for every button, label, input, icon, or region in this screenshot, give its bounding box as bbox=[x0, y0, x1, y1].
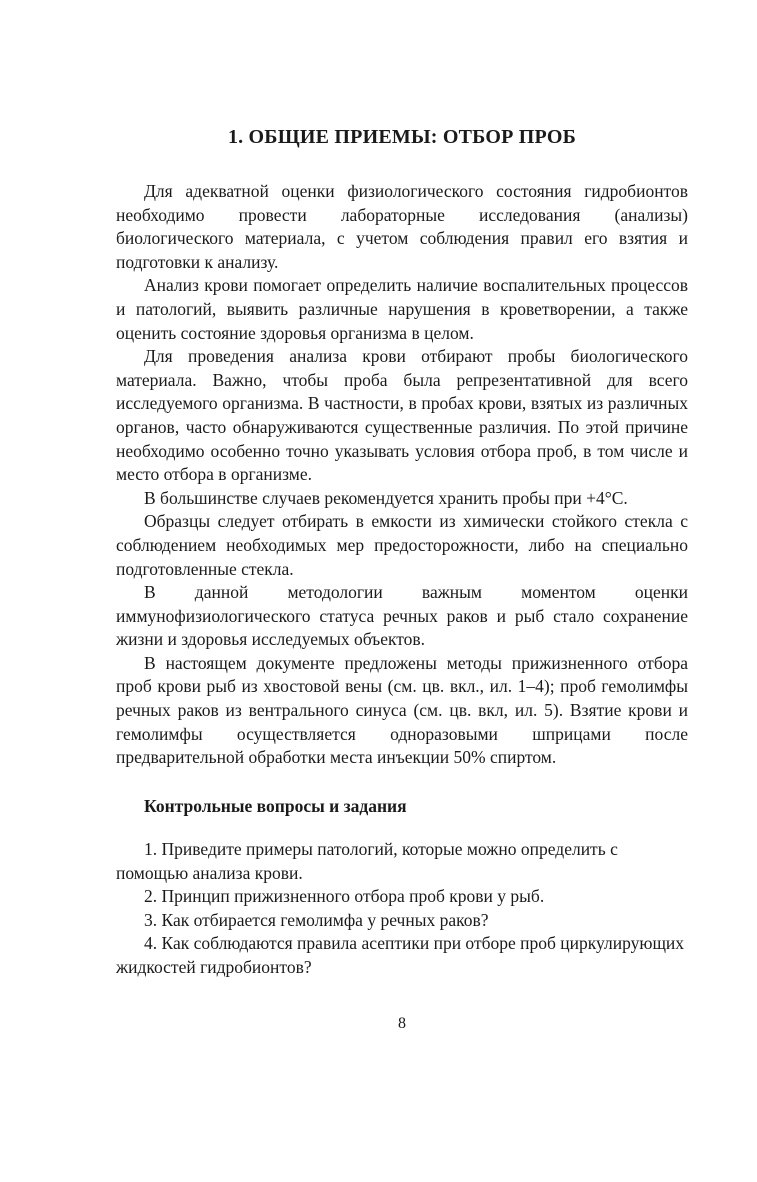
page-number: 8 bbox=[398, 1015, 406, 1032]
questions-heading: Контрольные вопросы и задания bbox=[144, 796, 407, 816]
paragraph: Для проведения анализа крови отбирают пробы биологического материала. Важно, чтобы проба была репрезентативной для всего исследуемого организма. В частности, в пробах крови, взятых из различных органов, часто обнаруживаются существенные различия. По этой причине необходимо особенно точно указывать условия отбора проб, в том числе и место отбора в организме. bbox=[116, 346, 688, 485]
question-item: 3. Как отбирается гемолимфа у речных раков? bbox=[144, 909, 489, 930]
paragraph: В настоящем документе предложены методы прижизненного отбора проб крови рыб из хвостовой вены (см. цв. вкл., ил. 1–4); проб гемолимфы речных раков из вентрального синуса (см. цв. вкл, ил. 5). Взятие крови и гемолимфы осуществляется одноразовыми шприцами после предварительной обработки места инъекции 50% спиртом. bbox=[116, 652, 688, 768]
paragraph: Анализ крови помогает определить наличие воспалительных процессов и патологий, выявить различные нарушения в кроветворении, а также оценить состояние здоровья организма в целом. bbox=[116, 275, 688, 343]
question-item: 1. Приведите примеры патологий, которые можно определить с помощью анализа крови. bbox=[116, 839, 618, 883]
paragraph: Для адекватной оценки физиологического состояния гидробионтов необходимо провести лабораторные исследования (анализы) биологического материала, с учетом соблюдения правил его взятия и подготовки к анализу. bbox=[116, 181, 688, 272]
questions-list bbox=[116, 838, 688, 980]
body-text bbox=[116, 180, 688, 770]
question-item: 4. Как соблюдаются правила асептики при отборе проб циркулирующих жидкостей гидробионтов? bbox=[116, 933, 685, 977]
section-title: 1. ОБЩИЕ ПРИЕМЫ: ОТБОР ПРОБ bbox=[227, 126, 577, 148]
document-page bbox=[116, 0, 688, 1182]
question-item: 2. Принцип прижизненного отбора проб крови у рыб. bbox=[144, 886, 545, 907]
paragraph: В большинстве случаев рекомендуется хранить пробы при +4°C. bbox=[144, 487, 628, 508]
paragraph: В данной методологии важным моментом оценки иммунофизиологического статуса речных раков и рыб стало сохранение жизни и здоровья исследуемых объектов. bbox=[116, 582, 688, 650]
paragraph: Образцы следует отбирать в емкости из химически стойкого стекла с соблюдением необходимых мер предосторожности, либо на специально подготовленные стекла. bbox=[116, 511, 688, 579]
